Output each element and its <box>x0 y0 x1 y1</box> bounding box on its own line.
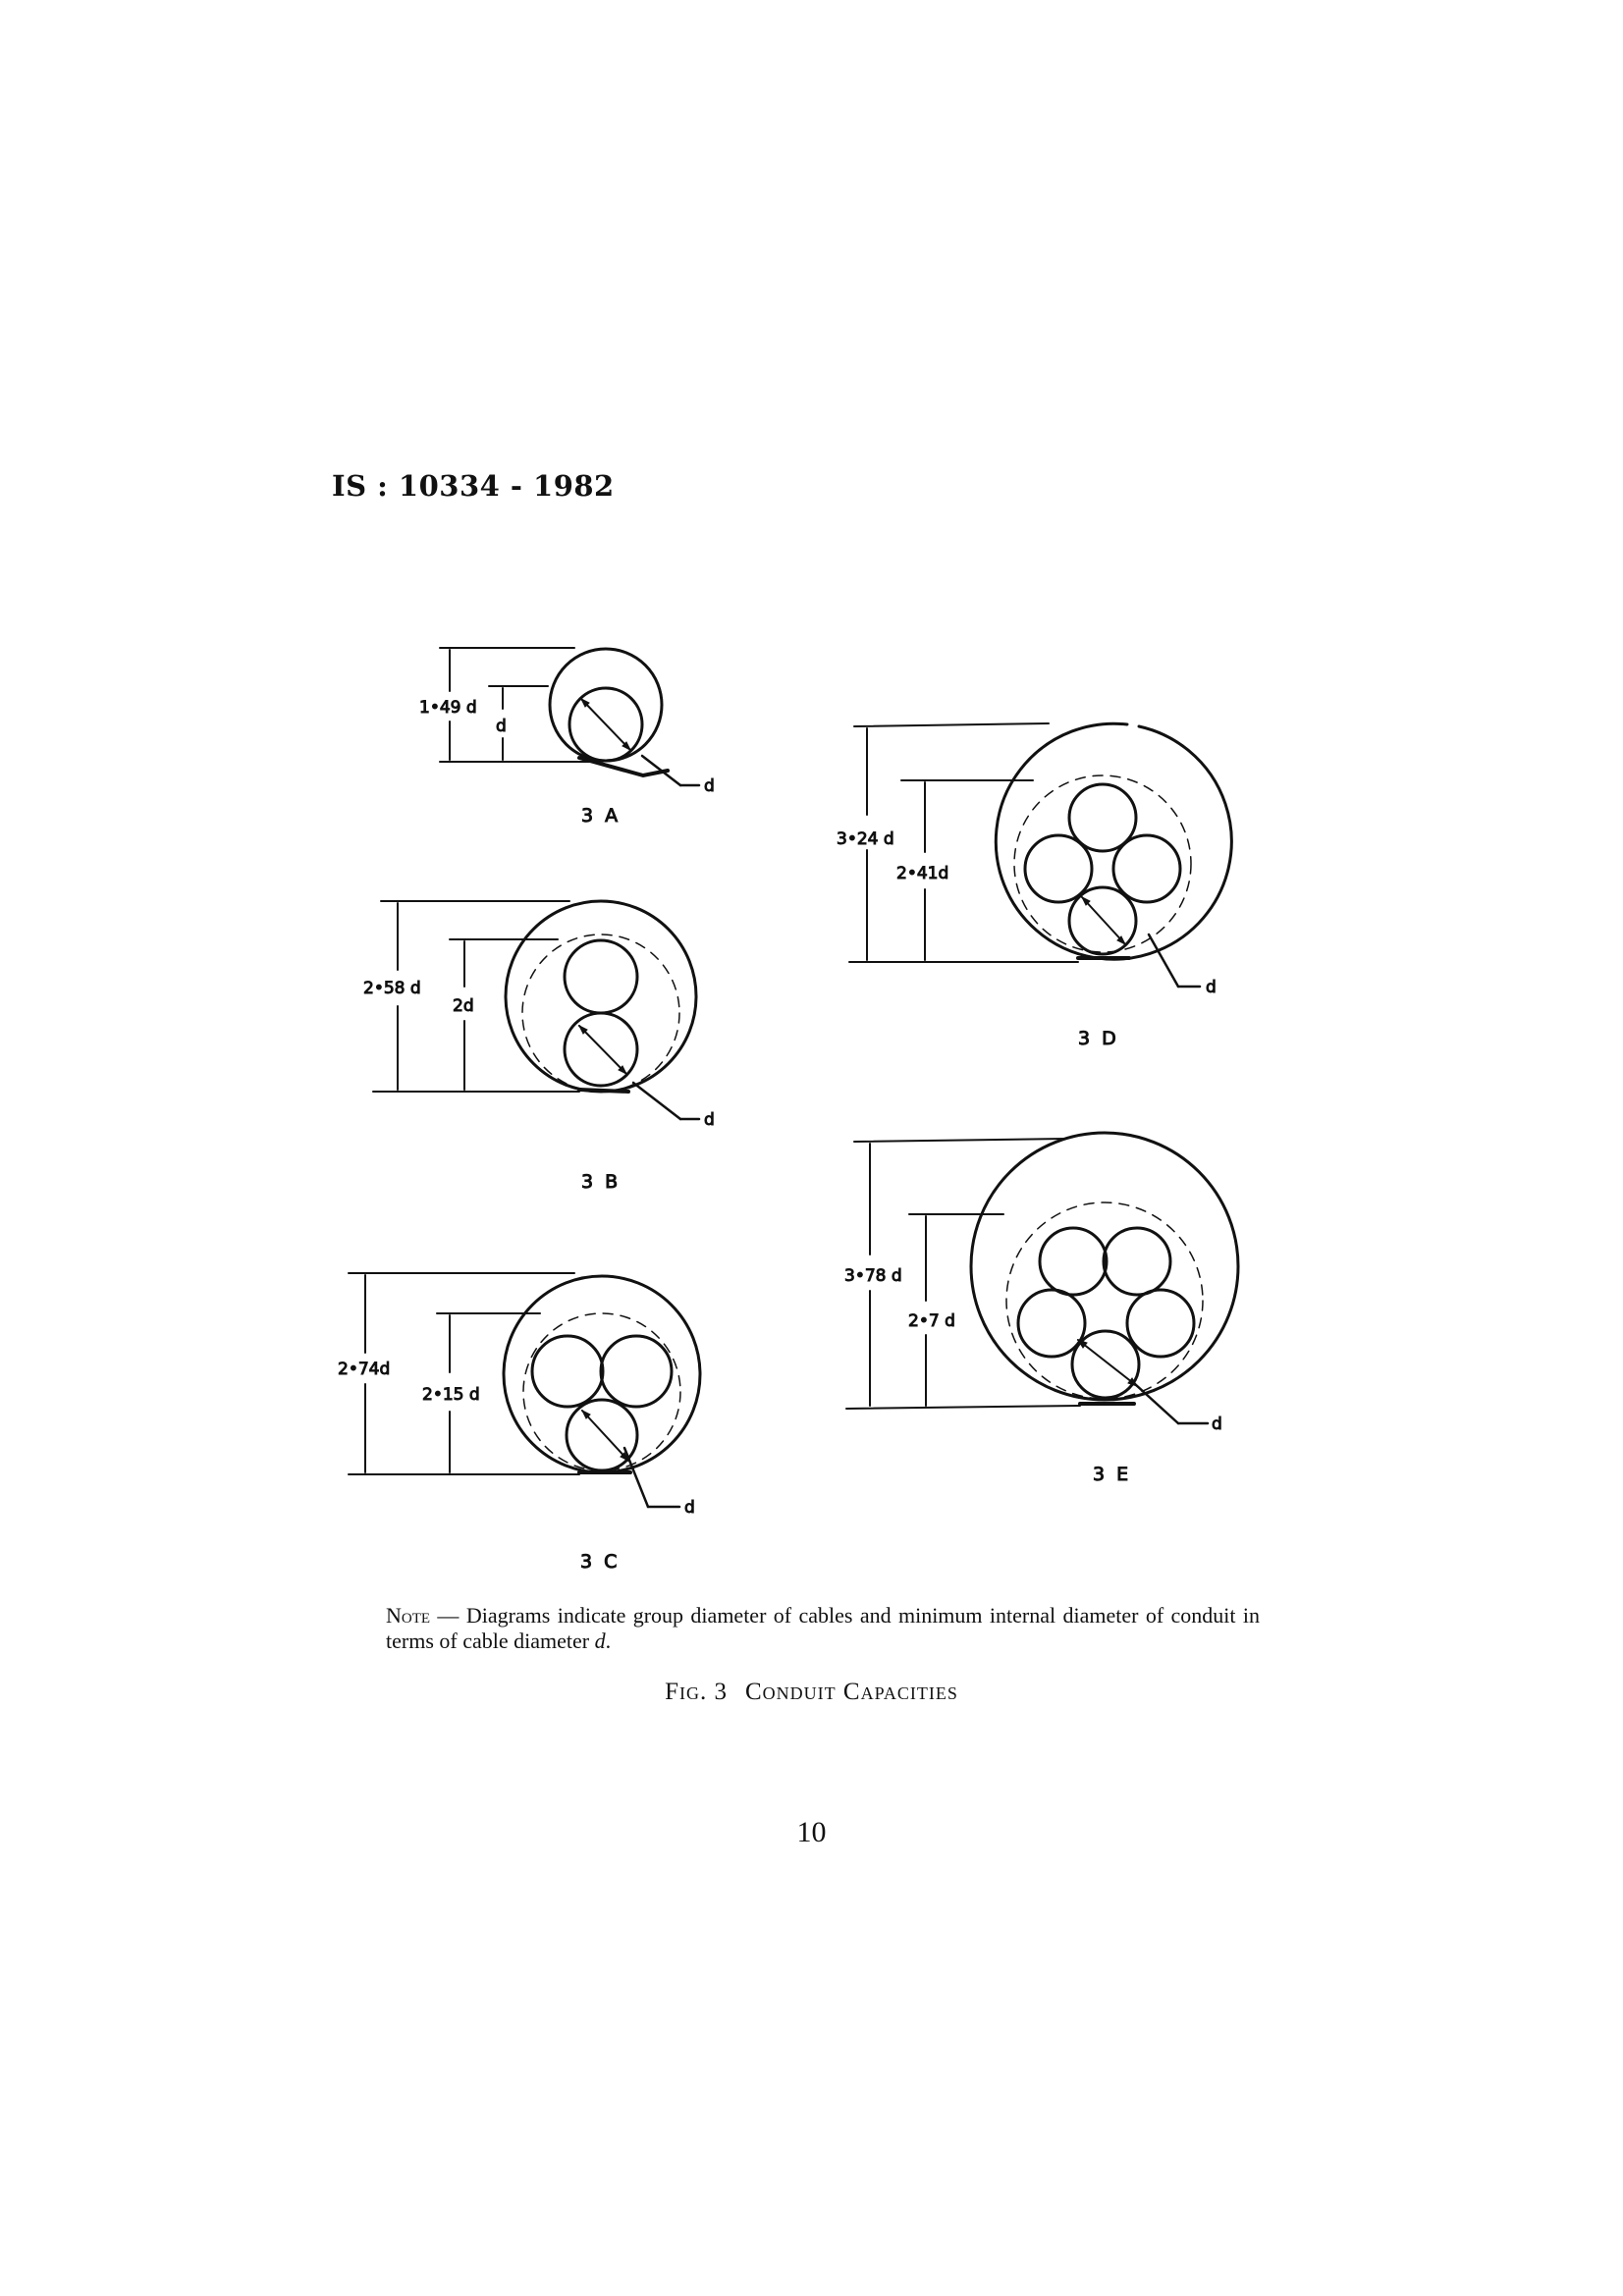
note-d-variable: d <box>594 1629 606 1653</box>
cable-circle <box>601 1336 672 1407</box>
cable-label: d <box>704 776 715 796</box>
diagram-3d <box>837 723 1231 1049</box>
conduit-outer-circle <box>506 901 696 1092</box>
standard-header: IS : 10334 - 1982 <box>332 469 615 503</box>
cable-circle <box>1018 1290 1085 1357</box>
diagram-3a <box>419 648 715 827</box>
figure-note <box>386 1603 1260 1654</box>
note-text: Diagrams indicate group diameter of cables and minimum internal diameter of conduit in terms of cable diameter <box>386 1603 1261 1653</box>
cable-circle <box>1040 1228 1107 1295</box>
cable-circle <box>1113 835 1180 902</box>
group-circle <box>523 1313 680 1470</box>
outer-dimension-label: 1•49 d <box>419 698 477 718</box>
cable-label: d <box>684 1498 695 1518</box>
note-dash: — <box>430 1603 466 1628</box>
cable-circle <box>565 940 637 1013</box>
outer-dimension-label: 3•78 d <box>844 1266 902 1286</box>
group-circle <box>1014 775 1191 952</box>
cable-circle <box>1025 835 1092 902</box>
diagram-label: 3 A <box>581 805 622 827</box>
cable-diameter-arrow <box>581 699 630 750</box>
conduit-outer-circle <box>996 723 1231 959</box>
figure-title: Conduit Capacities <box>744 1679 958 1705</box>
diagram-label: 3 B <box>581 1171 622 1193</box>
diagram-label: 3 C <box>580 1551 621 1573</box>
cable-label: d <box>1206 978 1217 997</box>
inner-dimension-label: 2•15 d <box>422 1385 480 1405</box>
cable-circle <box>532 1336 603 1407</box>
leader-line <box>633 1083 680 1119</box>
diagram-3b <box>363 901 715 1193</box>
cable-label: d <box>1212 1415 1222 1434</box>
conduit-bottom-bar <box>579 1090 628 1092</box>
page-number: 10 <box>796 1816 827 1848</box>
note-end: . <box>605 1629 612 1653</box>
inner-dimension-label: 2•41d <box>896 864 949 883</box>
note-head: Note <box>386 1603 431 1628</box>
group-circle <box>1006 1202 1203 1399</box>
cable-diameter-arrow <box>579 1026 626 1074</box>
inner-dimension-label: d <box>496 717 507 736</box>
cable-diameter-arrow <box>1078 1340 1137 1386</box>
extension-line <box>854 723 1049 726</box>
cable-circle <box>1127 1290 1194 1357</box>
cable-label: d <box>704 1110 715 1130</box>
outer-dimension-label: 3•24 d <box>837 829 894 849</box>
diagram-3e <box>844 1133 1238 1485</box>
cable-diameter-arrow <box>1082 897 1125 944</box>
leader-line <box>642 756 680 785</box>
outer-dimension-label: 2•74d <box>338 1360 391 1379</box>
cable-diameter-arrow <box>582 1411 628 1461</box>
diagram-label: 3 D <box>1078 1028 1119 1049</box>
leader-line <box>624 1448 648 1507</box>
inner-dimension-label: 2•7 d <box>908 1311 955 1331</box>
figure-number: Fig. 3 <box>665 1679 728 1705</box>
extension-line <box>846 1406 1080 1409</box>
diagram-label: 3 E <box>1093 1464 1132 1485</box>
conduit-outer-circle <box>550 649 662 761</box>
figure-caption <box>0 1679 1623 1706</box>
inner-dimension-label: 2d <box>453 996 474 1016</box>
extension-line <box>854 1139 1065 1142</box>
outer-dimension-label: 2•58 d <box>363 979 421 998</box>
cable-circle <box>1104 1228 1170 1295</box>
diagram-3c <box>338 1273 700 1573</box>
